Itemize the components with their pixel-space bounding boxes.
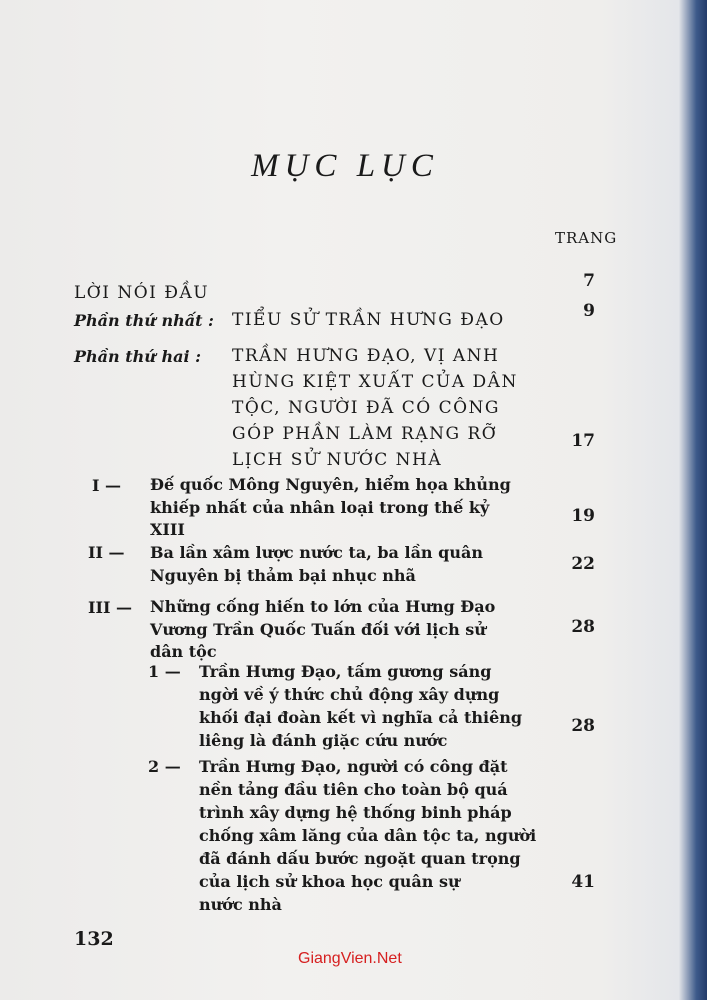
toc-entry-label: I —	[92, 476, 122, 495]
toc-entry-label: 1 —	[148, 662, 181, 681]
toc-entry-line: trình xây dựng hệ thống binh pháp	[199, 803, 512, 822]
toc-entry-line: TIỂU SỬ TRẦN HƯNG ĐẠO	[232, 310, 505, 330]
page-column-header: TRANG	[555, 229, 618, 247]
toc-entry-page: 28	[571, 617, 595, 637]
toc-entry-text	[232, 343, 518, 473]
toc-entry-line: liêng là đánh giặc cứu nước	[199, 731, 448, 750]
toc-entry-page: 17	[571, 431, 595, 451]
toc-entry-line: đã đánh dấu bước ngoặt quan trọng	[199, 849, 521, 868]
toc-entry-page: 28	[571, 716, 595, 736]
toc-entry-line: ngời về ý thức chủ động xây dựng	[199, 685, 500, 704]
toc-entry-line: Vương Trần Quốc Tuấn đối với lịch sử	[150, 619, 486, 639]
toc-entry-label: III —	[88, 598, 133, 617]
toc-entry-line: khối đại đoàn kết vì nghĩa cả thiêng	[199, 708, 523, 727]
toc-entry-page: 7	[583, 271, 595, 291]
toc-entry-page: 9	[583, 301, 595, 321]
toc-entry-label: LỜI NÓI ĐẦU	[74, 283, 210, 303]
toc-entry-line: Nguyên bị thảm bại nhục nhã	[150, 566, 416, 585]
toc-entry-line: khiếp nhất của nhân loại trong thế kỷ	[150, 497, 490, 517]
toc-entry-line: dân tộc	[150, 642, 217, 661]
toc-entry-line: TRẦN HƯNG ĐẠO, VỊ ANH	[232, 346, 500, 366]
toc-entry-line: Đế quốc Mông Nguyên, hiểm họa khủng	[150, 475, 511, 494]
toc-entry-text	[199, 660, 522, 752]
toc-entry-line: LỊCH SỬ NƯỚC NHÀ	[232, 450, 443, 470]
toc-entry-page: 41	[571, 872, 595, 892]
toc-entry-line: Những cống hiến to lớn của Hưng Đạo	[150, 597, 496, 616]
toc-entry-line: Trần Hưng Đạo, tấm gương sáng	[199, 662, 492, 681]
toc-entry-label: Phần thứ hai :	[74, 347, 202, 366]
toc-entry-line: GÓP PHẦN LÀM RẠNG RỠ	[232, 424, 498, 444]
toc-entry-line: nước nhà	[199, 895, 282, 914]
toc-entry-text	[150, 474, 511, 542]
toc-entry-line: Trần Hưng Đạo, người có công đặt	[199, 757, 508, 776]
toc-entry-label: II —	[88, 543, 125, 562]
page-number: 132	[74, 928, 114, 950]
toc-entry-line: HÙNG KIỆT XUẤT CỦA DÂN	[232, 372, 518, 392]
toc-entry-text	[199, 755, 536, 916]
toc-entry-page: 22	[571, 554, 595, 574]
toc-entry-label: 2 —	[148, 757, 181, 776]
toc-entry-line: TỘC, NGƯỜI ĐÃ CÓ CÔNG	[232, 398, 500, 418]
toc-entry-line: của lịch sử khoa học quân sự	[199, 872, 460, 891]
toc-entry-line: XIII	[150, 520, 185, 539]
toc-entry-text	[150, 541, 483, 587]
toc-entry-label: Phần thứ nhất :	[74, 311, 214, 330]
toc-entry-line: nền tảng đầu tiên cho toàn bộ quá	[199, 780, 508, 799]
toc-entry-text	[150, 596, 495, 664]
toc-entry-line: Ba lần xâm lược nước ta, ba lần quân	[150, 543, 483, 562]
watermark: GiangVien.Net	[298, 950, 402, 967]
toc-entry-line: chống xâm lăng của dân tộc ta, người	[199, 826, 537, 845]
page-title: MỤC LỤC	[251, 148, 439, 184]
toc-entry-page: 19	[571, 506, 595, 526]
